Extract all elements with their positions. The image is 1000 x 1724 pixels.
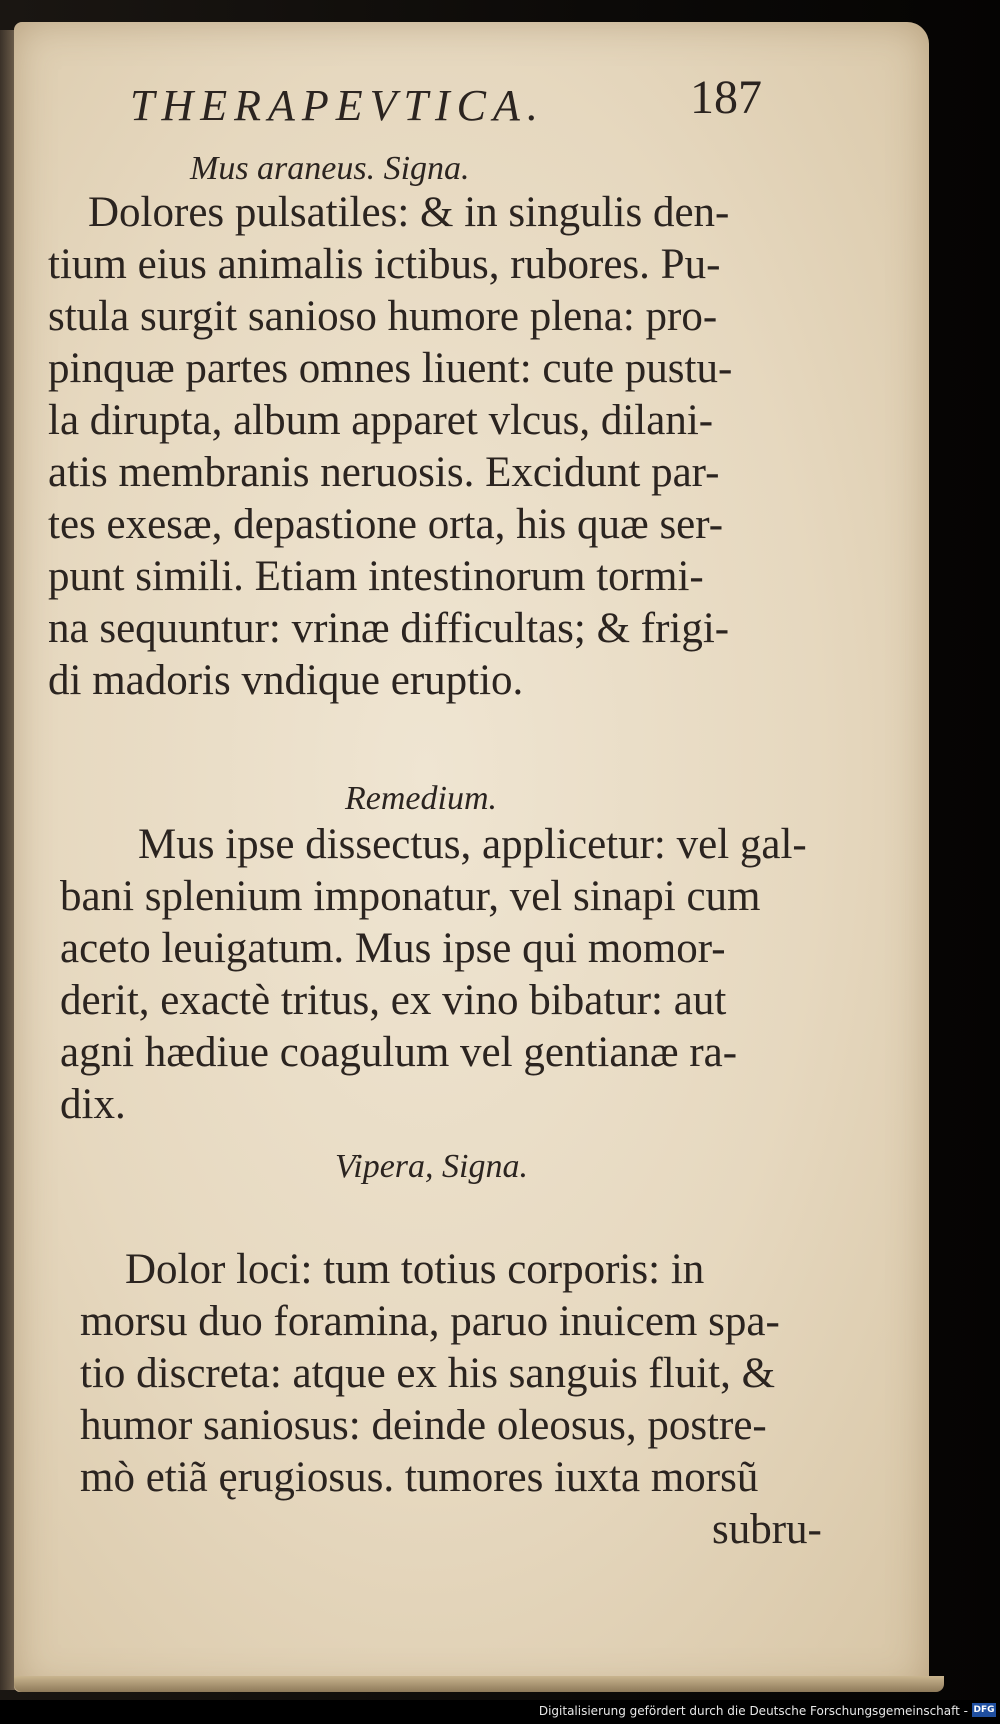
body-line: dix.	[60, 1081, 126, 1128]
catchword: subru-	[712, 1506, 822, 1553]
body-line: tes exesæ, depastione orta, his quæ ser-	[48, 501, 724, 548]
page-bottom-edge	[14, 1676, 944, 1692]
body-line: pinquæ partes omnes liuent: cute pustu-	[48, 345, 733, 392]
body-line: di madoris vndique eruptio.	[48, 657, 524, 704]
body-line: punt simili. Etiam intestinorum tormi-	[48, 553, 704, 600]
body-line: Dolor loci: tum totius corporis: in	[125, 1246, 705, 1293]
body-line: agni hædiue coagulum vel gentianæ ra-	[60, 1029, 738, 1076]
body-line: na sequuntur: vrinæ difficultas; & frigi-	[48, 605, 730, 652]
body-line: tio discreta: atque ex his sanguis fluit, &	[80, 1350, 776, 1397]
digitization-credit: Digitalisierung gefördert durch die Deutsche Forschungsgemeinschaft -	[538, 1704, 968, 1718]
page-number: 187	[690, 71, 762, 124]
body-line: la dirupta, album apparet vlcus, dilani-	[48, 397, 714, 444]
body-line: humor saniosus: deinde oleosus, postre-	[80, 1402, 767, 1449]
section-heading-vipera: Vipera, Signa.	[335, 1148, 528, 1185]
section-heading-remedium: Remedium.	[345, 780, 498, 817]
section-heading-mus-araneus: Mus araneus. Signa.	[190, 150, 470, 187]
running-title: THERAPEVTICA.	[130, 81, 545, 130]
body-line: stula surgit sanioso humore plena: pro-	[48, 293, 718, 340]
body-line: mò etiã ęrugiosus. tumores iuxta morsũ	[80, 1454, 759, 1501]
body-line: Dolores pulsatiles: & in singulis den-	[88, 189, 730, 236]
body-line: morsu duo foramina, paruo inuicem spa-	[80, 1298, 780, 1345]
body-line: aceto leuigatum. Mus ipse qui momor-	[60, 925, 726, 972]
body-line: Mus ipse dissectus, applicetur: vel gal-	[138, 821, 807, 868]
body-line: bani splenium imponatur, vel sinapi cum	[60, 873, 761, 920]
body-line: atis membranis neruosis. Excidunt par-	[48, 449, 720, 496]
body-line: tium eius animalis ictibus, rubores. Pu-	[48, 241, 721, 288]
dfg-logo: DFG	[973, 1705, 995, 1715]
body-line: derit, exactè tritus, ex vino bibatur: aut	[60, 977, 727, 1024]
